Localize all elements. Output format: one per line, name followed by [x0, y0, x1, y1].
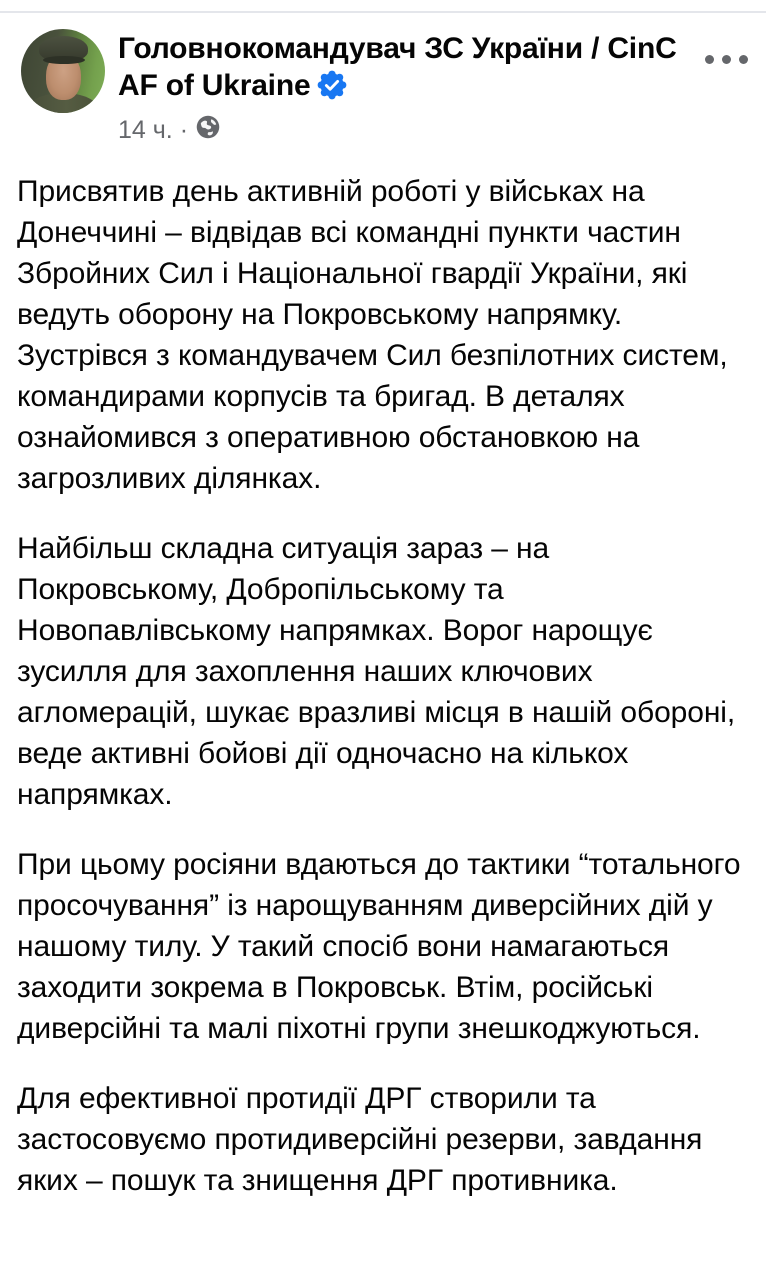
avatar-visor-shape [43, 56, 85, 64]
header-info [118, 29, 695, 146]
verified-badge-icon [317, 70, 347, 109]
meta-separator: · [179, 116, 189, 144]
post-meta-row [118, 114, 695, 146]
post-top-divider [0, 0, 766, 13]
post-header [0, 13, 766, 146]
author-name-text: Головнокомандувач ЗС України / CinC AF of Ukraine [118, 32, 677, 102]
author-name-link[interactable] [118, 30, 693, 109]
three-dots-menu-icon [722, 55, 731, 64]
post-body-text [0, 146, 766, 1201]
post-options-button[interactable] [703, 51, 750, 68]
post-paragraph: Для ефективної протидії ДРГ створили та застосовуємо протидиверсійні резерви, завдання яких – пошук та знищення ДРГ противника. [17, 1082, 703, 1197]
three-dots-menu-icon [739, 55, 748, 64]
author-avatar[interactable] [21, 29, 105, 113]
three-dots-menu-icon [705, 55, 714, 64]
post-paragraph: Присвятив день активній роботі у військах на Донеччині – відвідав всі командні пункти частин Збройних Сил і Національної гвардії України, які ведуть оборону на Покровському напрямку. Зустрівся з командувачем Сил безпілотних систем, командирами корпусів та бригад. В деталях ознайомився з оперативною обстановкою на загрозливих ділянках. [17, 175, 728, 495]
post-timestamp[interactable]: 14 ч. [118, 116, 173, 144]
post-paragraph: При цьому росіяни вдаються до тактики “тотального просочування” із нарощуванням диверсійних дій у нашому тилу. У такий спосіб вони намагаються заходити зокрема в Покровськ. Втім, російські диверсійні та малі піхотні групи знешкоджуються. [17, 848, 741, 1045]
post-paragraph: Найбільш складна ситуація зараз – на Покровському, Добропільському та Новопавлівському напрямках. Ворог нарощує зусилля для захоплення наших ключових агломерацій, шукає вразливі місця в нашій обороні, веде активні бойові дії одночасно на кількох напрямках. [17, 532, 736, 811]
globe-public-icon [195, 114, 221, 146]
